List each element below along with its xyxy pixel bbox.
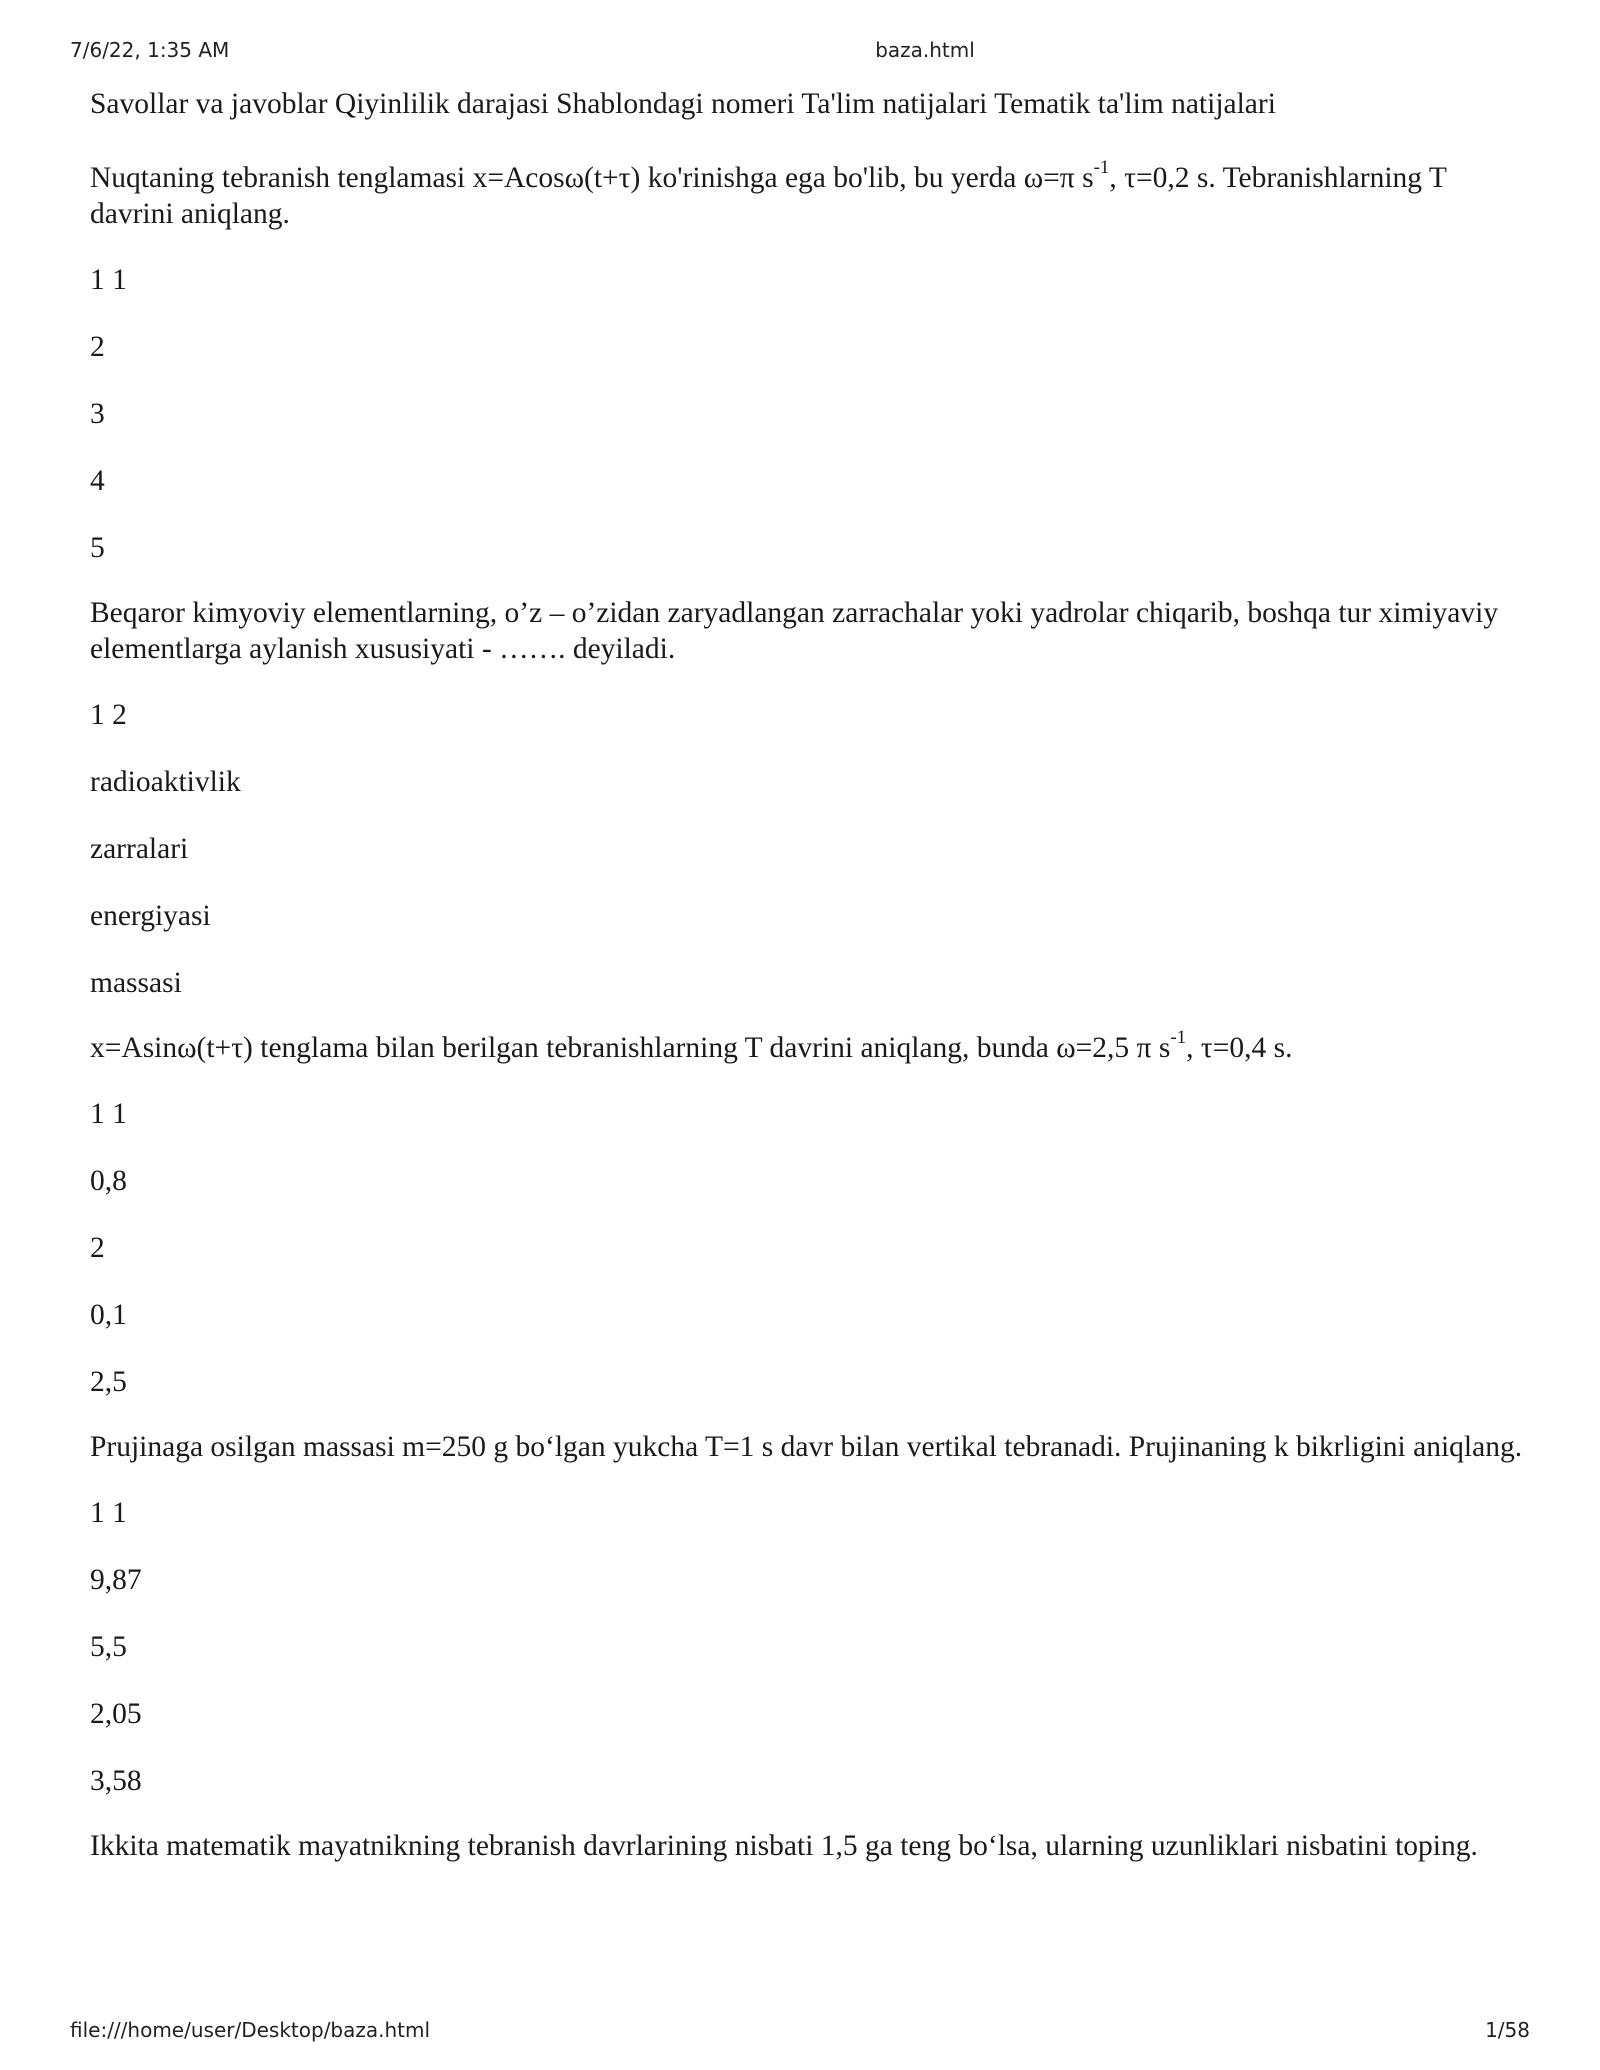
question-block bbox=[90, 1429, 1530, 1799]
answer-option: 2 bbox=[90, 331, 105, 363]
file-path: file:///home/user/Desktop/baza.html bbox=[70, 2018, 431, 2042]
print-datetime: 7/6/22, 1:35 AM bbox=[70, 38, 230, 62]
question-block bbox=[90, 157, 1530, 566]
table-header-row: Savollar va javoblar Qiyinlilik darajasi Shablondagi nomeri Ta'lim natijalari Tematik ta'lim natijalari bbox=[90, 88, 1276, 120]
page-counter: 1/58 bbox=[1485, 2018, 1530, 2042]
answer-option: 3,58 bbox=[90, 1765, 142, 1797]
answer-option: energiyasi bbox=[90, 900, 211, 932]
answer-option: massasi bbox=[90, 967, 182, 999]
answer-option: 4 bbox=[90, 465, 105, 497]
question-text: Prujinaga osilgan massasi m=250 g bo‘lgan yukcha T=1 s davr bilan vertikal tebranadi. Prujinaning k bikrligini aniqlang. bbox=[90, 1431, 1523, 1463]
answer-option: 2,5 bbox=[90, 1366, 127, 1398]
print-page-title: baza.html bbox=[875, 38, 975, 62]
answer-option: 9,87 bbox=[90, 1564, 142, 1596]
answer-option: 3 bbox=[90, 398, 105, 430]
question-meta: 1 1 bbox=[90, 1497, 127, 1529]
question-meta: 1 2 bbox=[90, 699, 127, 731]
question-block bbox=[90, 595, 1530, 1001]
answer-option: 2 bbox=[90, 1232, 105, 1264]
question-text: x=Asinω(t+τ) tenglama bilan berilgan tebranishlarning T davrini aniqlang, bunda ω=2,5 π $s^{-1}$, τ=0,4 s. bbox=[90, 1027, 1293, 1064]
question-text: Beqaror kimyoviy elementlarning, o’z – o’zidan zaryadlangan zarrachalar yoki yadrolar chiqarib, boshqa tur ximiyaviy elementlarga aylanish xususiyati - ……. deyiladi. bbox=[90, 597, 1499, 665]
question-text: Ikkita matematik mayatnikning tebranish davrlarining nisbati 1,5 ga teng bo‘lsa, ularning uzunliklari nisbatini toping. bbox=[90, 1830, 1478, 1862]
question-meta: 1 1 bbox=[90, 1098, 127, 1130]
answer-option: radioaktivlik bbox=[90, 766, 241, 798]
document-body bbox=[90, 86, 1530, 1894]
answer-option: 0,8 bbox=[90, 1165, 127, 1197]
answer-option: 2,05 bbox=[90, 1698, 142, 1730]
question-block bbox=[90, 1828, 1530, 1864]
answer-option: zarralari bbox=[90, 833, 189, 865]
question-text: Nuqtaning tebranish tenglamasi x=Acosω(t+τ) ko'rinishga ega bo'lib, bu yerda ω=π $s^{-1}$, τ=0,2 s. Tebranishlarning T davrini aniqlang. bbox=[90, 157, 1447, 230]
question-block bbox=[90, 1027, 1530, 1400]
answer-option: 5,5 bbox=[90, 1631, 127, 1663]
answer-option: 5 bbox=[90, 532, 105, 564]
question-meta: 1 1 bbox=[90, 264, 127, 296]
answer-option: 0,1 bbox=[90, 1299, 127, 1331]
